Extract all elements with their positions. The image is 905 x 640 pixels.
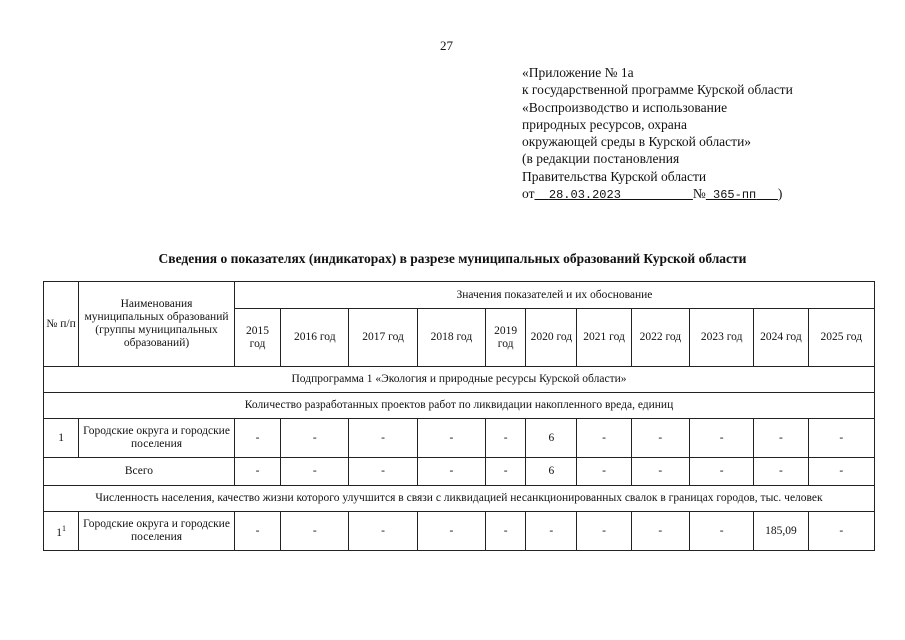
col-name-header: Наименования муниципальных образований (группы муниципальных образований) xyxy=(79,282,235,367)
cell-value: - xyxy=(281,419,349,458)
appendix-line: природных ресурсов, охрана xyxy=(522,116,687,132)
appendix-line: «Приложение № 1а xyxy=(522,65,634,80)
total-label: Всего xyxy=(44,458,235,486)
year-header: 2017 год xyxy=(349,309,417,367)
year-header: 2019 год xyxy=(486,309,526,367)
cell-value: - xyxy=(281,512,349,551)
year-header: 2025 год xyxy=(808,309,874,367)
number-field xyxy=(706,188,778,202)
year-header: 2021 год xyxy=(577,309,631,367)
cell-value: - xyxy=(234,458,280,486)
appendix-line: к государственной программе Курской области xyxy=(522,82,793,98)
cell-value: - xyxy=(808,458,874,486)
row-number: 1 xyxy=(44,419,79,458)
cell-value: - xyxy=(754,458,808,486)
cell-value: - xyxy=(689,512,753,551)
table-row xyxy=(44,419,875,458)
appendix-line: окружающей среды в Курской области» xyxy=(522,134,752,150)
cell-value: - xyxy=(281,458,349,486)
cell-value: 6 xyxy=(526,419,577,458)
cell-value: - xyxy=(631,419,689,458)
cell-value: - xyxy=(526,512,577,551)
year-header: 2024 год xyxy=(754,309,808,367)
cell-value: - xyxy=(689,458,753,486)
indicator-row xyxy=(44,393,875,419)
year-header: 2015 год xyxy=(234,309,280,367)
cell-value: - xyxy=(349,512,417,551)
number-value: 365-пп xyxy=(713,188,757,203)
document-title: Сведения о показателях (индикаторах) в разрезе муниципальных образований Курской области xyxy=(158,251,747,266)
row-number xyxy=(44,512,79,551)
year-header: 2023 год xyxy=(689,309,753,367)
cell-value: 185,09 xyxy=(754,512,808,551)
cell-value: - xyxy=(417,419,485,458)
cell-value: - xyxy=(689,419,753,458)
cell-value: - xyxy=(808,419,874,458)
footnote-mark: 1 xyxy=(61,524,66,534)
page-number: 27 xyxy=(440,38,453,53)
cell-value: - xyxy=(631,512,689,551)
cell-value: - xyxy=(486,512,526,551)
table-row xyxy=(44,512,875,551)
indicator-title: Численность населения, качество жизни которого улучшится в связи с ликвидацией несанкционированных свалок в границах городов, тыс. человек xyxy=(44,486,875,512)
appendix-line: «Воспроизводство и использование xyxy=(522,99,728,115)
col-number-header: № п/п xyxy=(44,282,79,367)
row-number-value: 1 xyxy=(56,526,62,539)
values-header: Значения показателей и их обоснование xyxy=(234,282,874,309)
cell-value: - xyxy=(417,458,485,486)
number-prefix: № xyxy=(692,186,706,202)
close-paren: ) xyxy=(777,186,783,202)
date-value: 28.03.2023 xyxy=(548,188,621,203)
cell-value: - xyxy=(349,458,417,486)
cell-value: - xyxy=(417,512,485,551)
subprogram-title: Подпрограмма 1 «Экология и природные ресурсы Курской области» xyxy=(44,367,875,393)
cell-value: - xyxy=(754,419,808,458)
cell-value: - xyxy=(234,512,280,551)
from-prefix: от xyxy=(522,186,535,202)
date-field xyxy=(534,188,692,202)
indicators-table xyxy=(43,281,875,551)
appendix-line: (в редакции постановления xyxy=(522,151,680,167)
cell-value: 6 xyxy=(526,458,577,486)
cell-value: - xyxy=(577,458,631,486)
cell-value: - xyxy=(234,419,280,458)
row-name: Городские округа и городские поселения xyxy=(79,512,235,551)
header-row xyxy=(44,282,875,309)
year-header: 2020 год xyxy=(526,309,577,367)
subprogram-row xyxy=(44,367,875,393)
appendix-date-line xyxy=(522,185,862,204)
appendix-line: Правительства Курской области xyxy=(522,168,707,184)
appendix-header xyxy=(522,64,862,204)
cell-value: - xyxy=(577,512,631,551)
cell-value: - xyxy=(349,419,417,458)
year-header: 2022 год xyxy=(631,309,689,367)
total-row xyxy=(44,458,875,486)
year-header: 2018 год xyxy=(417,309,485,367)
cell-value: - xyxy=(808,512,874,551)
row-name: Городские округа и городские поселения xyxy=(79,419,235,458)
cell-value: - xyxy=(577,419,631,458)
indicator-title: Количество разработанных проектов работ по ликвидации накопленного вреда, единиц xyxy=(44,393,875,419)
indicator-row xyxy=(44,486,875,512)
year-header: 2016 год xyxy=(281,309,349,367)
cell-value: - xyxy=(486,458,526,486)
cell-value: - xyxy=(486,419,526,458)
cell-value: - xyxy=(631,458,689,486)
